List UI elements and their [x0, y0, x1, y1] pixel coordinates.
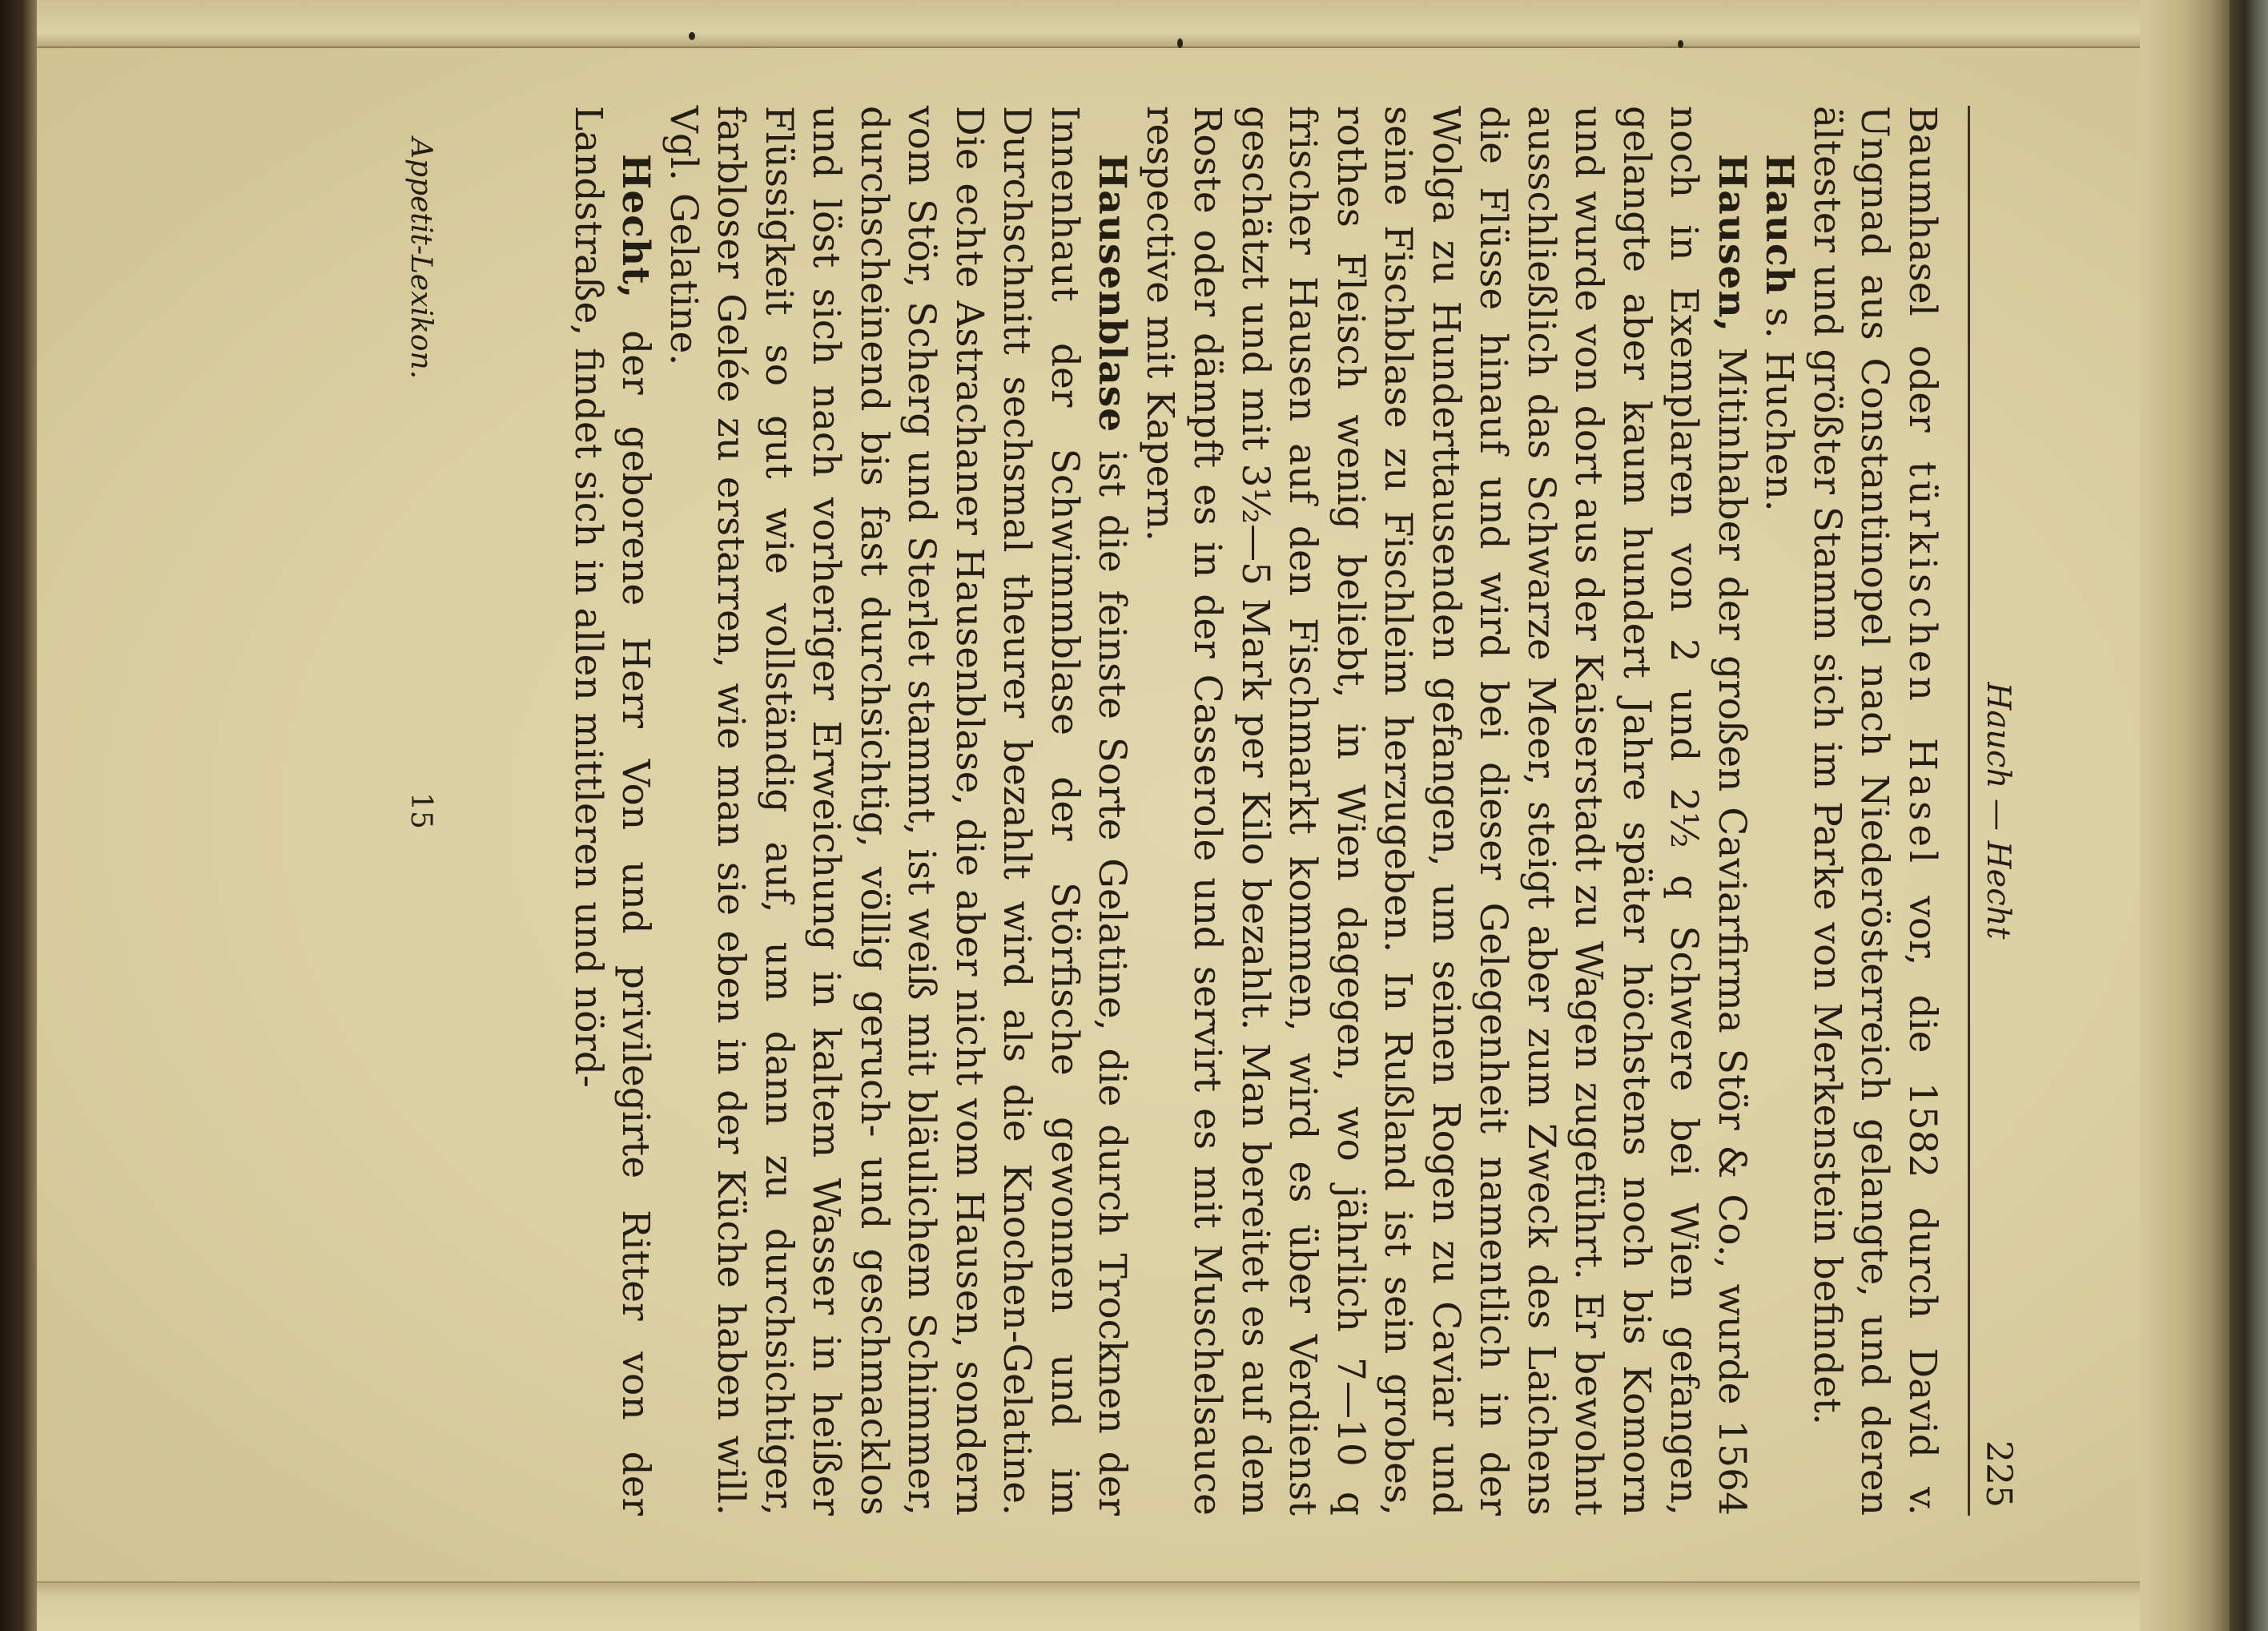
headword: Hecht, — [613, 154, 658, 300]
entry-hausenblase — [660, 106, 1136, 1516]
book-spine — [2230, 0, 2268, 1631]
page-body — [565, 106, 1947, 1516]
page-number: 225 — [1978, 1440, 2019, 1508]
headword: Hausenblase — [1090, 154, 1135, 433]
paragraph-lead: Baumhasel oder — [1900, 106, 1944, 461]
sheet-number: 15 — [404, 792, 437, 829]
page-block-top-edge — [37, 0, 2215, 48]
running-head-title: Hauch — Hecht — [1980, 682, 2017, 940]
entry-hecht — [565, 106, 660, 1516]
rotated-text-page — [232, 106, 2026, 1516]
entry-text: s. Huchen. — [1757, 295, 1802, 512]
ink-speck — [689, 32, 695, 40]
paragraph-text: vor, die 1582 durch David v. Ungnad aus Constantinopel nach Niederösterreich gelangte, und deren ältester und größter Stamm sich im Parke von Merkenstein befindet. — [1805, 106, 1944, 1516]
running-head — [1968, 106, 2026, 1516]
entry-text: ist die feinste Sorte Gelatine, die durch Trocknen der Innenhaut der Schwimmblase der Störfische gewonnen und im Durchschnitt sechsmal theurer bezahlt wird als die Knochen-Gelatine. Die echte Astrachaner Hausenblase, die aber nicht vom Hausen, sondern vom Stör, Scherg und Sterlet stammt, ist weiß mit bläulichem Schimmer, durchscheinend bis fast durchsichtig, völlig geruch- und geschmacklos und löst sich nach vorheriger Erweichung in kaltem Wasser in heißer Flüssigkeit so gut wie vollständig auf, um dann zu durchsichtiger, farbloser Gelée zu erstarren, wie man sie eben in der Küche haben will. Vgl. Gelatine. — [662, 106, 1135, 1516]
ink-speck — [1177, 38, 1183, 48]
entry-hauch — [1755, 106, 1804, 1516]
page-block-bottom-edge — [37, 1581, 2215, 1631]
entry-hausen — [1136, 106, 1756, 1516]
entry-text: der geborene Herr Von und privilegirte Ritter von der Landstraße, findet sich in allen mittleren und nörd- — [566, 106, 658, 1516]
ink-speck — [1678, 40, 1683, 48]
signature-line: Appetit-Lexikon. — [404, 138, 437, 380]
binding-gutter — [2140, 0, 2236, 1631]
spaced-term: türkischen Hasel — [1900, 461, 1944, 868]
entry-text: Mitinhaber der großen Caviarfirma Stör & Co., wurde 1564 noch in Exemplaren von 2 und 2½ q Schwere bei Wien gefangen, gelangte aber kaum hundert Jahre später höchstens noch bis Komorn und wurde von dort aus der Kaiserstadt zu Wagen zugeführt. Er bewohnt ausschließlich das Schwarze Meer, steigt aber zum Zweck des Laichens die Flüsse hinauf und wird bei dieser Gelegenheit namentlich in der Wolga zu Hunderttausenden gefangen, um seinen Rogen zu Caviar und seine Fischblase zu Fischleim herzugeben. In Rußland ist sein grobes, rothes Fleisch wenig beliebt, in Wien dagegen, wo jährlich 7—10 q frischer Hausen auf den Fischmarkt kommen, wird es über Verdienst geschätzt und mit 3½—5 Mark per Kilo bezahlt. Man bereitet es auf dem Roste oder dämpft es in der Casserole und servirt es mit Muschelsauce respective mit Kapern. — [1138, 106, 1754, 1516]
headword: Hauch — [1757, 154, 1802, 296]
book-cover-edge — [0, 0, 37, 1631]
paragraph-continuation — [1804, 106, 1947, 1516]
page-footer — [396, 106, 444, 1516]
headword: Hausen, — [1710, 154, 1754, 332]
